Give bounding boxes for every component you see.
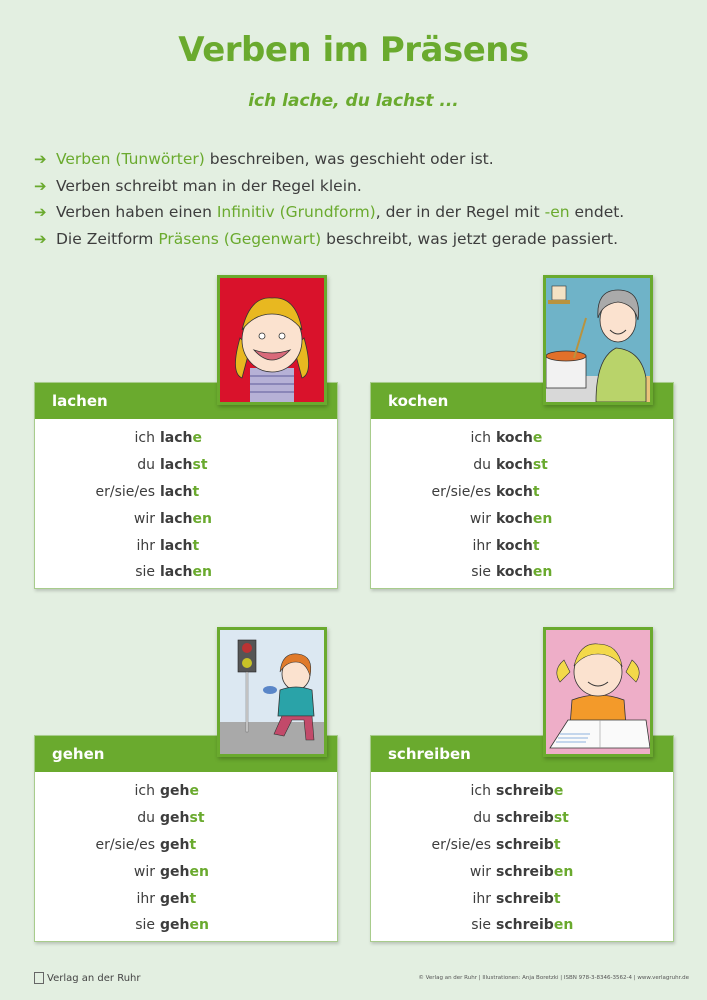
verb-ending: t: [189, 890, 197, 907]
rule-text-accent: Verben (Tunwörter): [56, 150, 205, 169]
verb-card-gehen: [34, 735, 338, 942]
rule-text: Verben haben einen: [56, 203, 217, 222]
verb-ending: t: [553, 836, 561, 853]
rule-text: Verben schreibt man in der Regel klein.: [56, 176, 362, 195]
conjugation-row: [35, 858, 337, 885]
verb-card-schreiben: [370, 735, 674, 942]
conjugation-row: [35, 452, 337, 479]
verb-ending: en: [189, 863, 209, 880]
verb-ending: en: [532, 564, 553, 581]
conjugation-row: [35, 885, 337, 912]
rules-list: [34, 146, 694, 252]
conjugation-row: [371, 805, 673, 832]
verb-card-header: kochen: [371, 383, 673, 419]
pronoun: ihr: [472, 890, 491, 907]
conjugation-row: [35, 532, 337, 559]
traffic-light-walking-icon: [220, 630, 324, 754]
verb-ending: en: [553, 917, 574, 934]
verb-stem: schreib: [496, 917, 554, 934]
rule-text: beschreiben, was geschieht oder ist.: [204, 150, 494, 169]
verb-stem: geh: [160, 836, 190, 853]
conjugation-table: [371, 772, 673, 941]
conjugation-row: [35, 832, 337, 859]
verb-stem: koch: [496, 510, 533, 527]
verb-card-header: lachen: [35, 383, 337, 419]
conjugation-row: [371, 885, 673, 912]
verb-ending: en: [189, 917, 209, 934]
cooking-icon: [546, 278, 650, 402]
pronoun: wir: [469, 510, 491, 527]
verb-card-header: gehen: [35, 736, 337, 772]
verb-stem: lach: [160, 430, 193, 447]
verb-ending: e: [189, 783, 199, 800]
verb-stem: geh: [160, 890, 190, 907]
publisher-logo: [34, 972, 140, 984]
verb-ending: e: [532, 430, 543, 447]
verb-stem: geh: [160, 810, 190, 827]
verb-ending: e: [553, 783, 564, 800]
rule-text-accent: Präsens (Gegenwart): [158, 229, 322, 248]
conjugation-row: [371, 559, 673, 586]
verb-stem: koch: [496, 537, 533, 554]
verb-stem: geh: [160, 783, 190, 800]
verb-ending: t: [532, 537, 540, 554]
conjugation-row: [371, 479, 673, 506]
verb-ending: t: [532, 483, 540, 500]
pronoun: du: [137, 810, 155, 827]
verb-stem: schreib: [496, 836, 554, 853]
footer-credits: © Verlag an der Ruhr | Illustrationen: Anja Boretzki | ISBN 978-3-8346-3562-4 | www.verlagruhr.de: [418, 975, 689, 981]
conjugation-row: [35, 805, 337, 832]
pronoun: er/sie/es: [95, 483, 155, 500]
pronoun: er/sie/es: [431, 836, 491, 853]
verb-card-kochen: [370, 382, 674, 589]
arrow-right-icon: ➔: [34, 203, 47, 222]
rule-text: , der in der Regel mit: [375, 203, 545, 222]
pronoun: er/sie/es: [95, 836, 155, 853]
verb-stem: schreib: [496, 890, 554, 907]
pronoun: ich: [134, 783, 155, 800]
verb-stem: lach: [160, 457, 193, 474]
verb-stem: lach: [160, 510, 193, 527]
pronoun: ich: [470, 783, 491, 800]
rule-text: beschreibt, was jetzt gerade passiert.: [321, 229, 619, 248]
pronoun: du: [473, 457, 491, 474]
conjugation-row: [371, 532, 673, 559]
conjugation-row: [371, 778, 673, 805]
verb-ending: t: [192, 483, 200, 500]
arrow-right-icon: ➔: [34, 176, 47, 195]
conjugation-row: [371, 912, 673, 939]
verb-stem: geh: [160, 917, 190, 934]
rule-item: [34, 146, 694, 173]
conjugation-row: [35, 559, 337, 586]
pronoun: wir: [133, 863, 155, 880]
verb-stem: schreib: [496, 810, 554, 827]
writing-icon: [546, 630, 650, 754]
conjugation-row: [371, 452, 673, 479]
girl-writing-illustration: [543, 627, 653, 757]
verb-ending: t: [553, 890, 561, 907]
grandmother-cooking-illustration: [543, 275, 653, 405]
pronoun: wir: [469, 863, 491, 880]
pronoun: ich: [470, 430, 491, 447]
verb-stem: lach: [160, 564, 193, 581]
conjugation-row: [371, 505, 673, 532]
pronoun: wir: [133, 510, 155, 527]
pronoun: er/sie/es: [431, 483, 491, 500]
verb-ending: en: [532, 510, 553, 527]
verb-ending: en: [553, 863, 574, 880]
conjugation-table: [35, 772, 337, 941]
pronoun: ich: [134, 430, 155, 447]
book-icon: [34, 972, 44, 984]
rule-text-accent: -en: [544, 203, 570, 222]
verb-stem: koch: [496, 457, 533, 474]
pronoun: ihr: [472, 537, 491, 554]
verb-stem: lach: [160, 537, 193, 554]
conjugation-row: [35, 778, 337, 805]
rule-item: [34, 173, 694, 200]
verb-ending: st: [532, 457, 548, 474]
verb-card-lachen: [34, 382, 338, 589]
arrow-right-icon: ➔: [34, 229, 47, 248]
pronoun: sie: [471, 917, 491, 934]
verb-stem: lach: [160, 483, 193, 500]
verb-ending: t: [192, 537, 200, 554]
page-subtitle: ich lache, du lachst ...: [248, 91, 459, 111]
rule-item: [34, 226, 694, 253]
rule-text: endet.: [569, 203, 625, 222]
verb-ending: st: [189, 810, 205, 827]
pronoun: sie: [135, 564, 155, 581]
conjugation-row: [35, 505, 337, 532]
verb-card-header: schreiben: [371, 736, 673, 772]
verb-stem: schreib: [496, 783, 554, 800]
conjugation-row: [35, 912, 337, 939]
conjugation-row: [371, 858, 673, 885]
conjugation-row: [35, 425, 337, 452]
conjugation-row: [371, 832, 673, 859]
verb-ending: st: [553, 810, 569, 827]
girl-laughing-illustration: [217, 275, 327, 405]
pronoun: du: [137, 457, 155, 474]
conjugation-table: [35, 419, 337, 588]
rule-text-accent: Infinitiv (Grundform): [216, 203, 376, 222]
verb-stem: koch: [496, 430, 533, 447]
conjugation-row: [35, 479, 337, 506]
verb-ending: en: [192, 510, 212, 527]
conjugation-table: [371, 419, 673, 588]
pronoun: du: [473, 810, 491, 827]
conjugation-row: [371, 425, 673, 452]
arrow-right-icon: ➔: [34, 150, 47, 169]
verb-stem: koch: [496, 483, 533, 500]
verb-ending: en: [192, 564, 212, 581]
pronoun: sie: [471, 564, 491, 581]
verb-stem: schreib: [496, 863, 554, 880]
pronoun: ihr: [136, 537, 155, 554]
page-title: Verben im Präsens: [178, 30, 529, 70]
verb-ending: t: [189, 836, 197, 853]
pronoun: ihr: [136, 890, 155, 907]
verb-ending: st: [192, 457, 208, 474]
publisher-name: Verlag an der Ruhr: [47, 972, 141, 984]
rule-text: Die Zeitform: [56, 229, 159, 248]
verb-stem: koch: [496, 564, 533, 581]
girl-walking-at-traffic-light-illustration: [217, 627, 327, 757]
verb-stem: geh: [160, 863, 190, 880]
girl-laughing-icon: [220, 278, 324, 402]
verb-ending: e: [192, 430, 203, 447]
pronoun: sie: [135, 917, 155, 934]
rule-item: [34, 199, 694, 226]
